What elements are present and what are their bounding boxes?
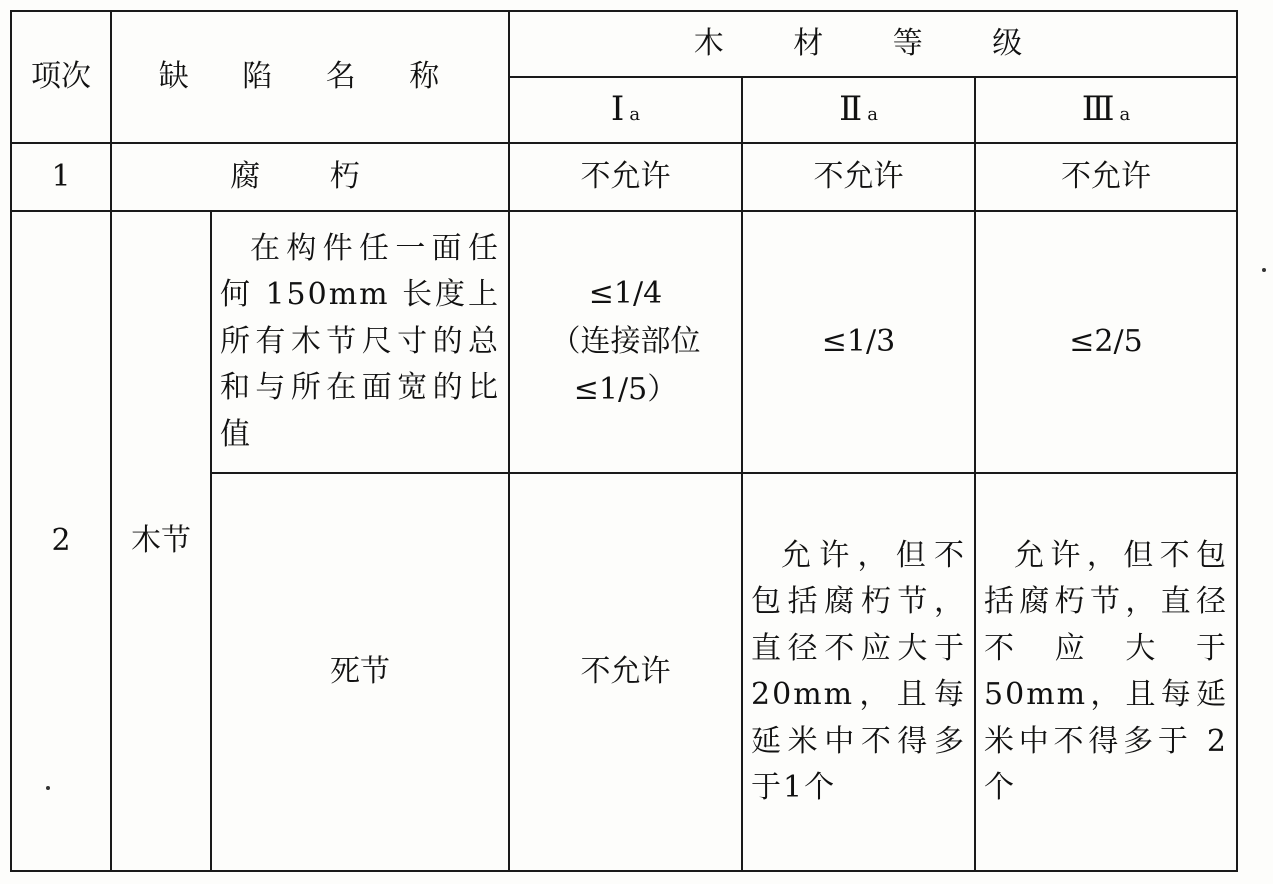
header-timber-grade: 木 材 等 级	[509, 11, 1237, 77]
row1-item-no: 1	[11, 143, 111, 211]
scan-speck	[46, 786, 50, 790]
row2-sub2-description: 死节	[211, 473, 509, 871]
grade-3-sub: a	[1119, 104, 1131, 126]
dead-knot-grade-2-text: 允许，但不包括腐朽节，直径不应大于20mm，且每延米中不得多于1个	[751, 537, 967, 805]
header-item-no: 项次	[11, 11, 111, 143]
row2-sub1-grade-1	[509, 211, 742, 473]
row2-sub2-grade-2	[742, 473, 975, 871]
header-grade-2	[742, 77, 975, 143]
row1-defect-name: 腐 朽	[111, 143, 509, 211]
row2-sub1-grade-2: ≤1/3	[742, 211, 975, 473]
grade-1-sub: a	[629, 104, 641, 126]
row2-sub2-grade-3	[975, 473, 1237, 871]
grade-1-line-1: ≤1/4	[588, 276, 663, 311]
row2-sub1-grade-3: ≤2/5	[975, 211, 1237, 473]
grade-1-line-2: （连接部位	[550, 324, 701, 359]
header-grade-3	[975, 77, 1237, 143]
row1-grade-2-value: 不允许	[742, 143, 975, 211]
header-defect-name: 缺 陷 名 称	[111, 11, 509, 143]
knot-ratio-description: 在构件任一面任何 150mm 长度上所有木节尺寸的总和与所在面宽的比值	[220, 230, 501, 452]
row2-category: 木节	[111, 211, 211, 871]
row2-sub1-description	[211, 211, 509, 473]
grade-2-roman: Ⅱ	[839, 89, 864, 130]
row1-grade-3-value: 不允许	[975, 143, 1237, 211]
row2-item-no: 2	[11, 211, 111, 871]
grade-2-sub: a	[867, 104, 878, 126]
grade-1-line-3: ≤1/5）	[573, 372, 678, 407]
grade-1-roman: Ⅰ	[610, 89, 626, 130]
row2-sub2-grade-1: 不允许	[509, 473, 742, 871]
scan-speck	[1262, 268, 1266, 272]
header-grade-1	[509, 77, 742, 143]
dead-knot-grade-3-text: 允许，但不包括腐朽节，直径不应大于 50mm，且每延米中不得多于 2 个	[984, 537, 1229, 805]
timber-grade-defect-table	[10, 10, 1238, 872]
row1-grade-1-value: 不允许	[509, 143, 742, 211]
grade-3-roman: Ⅲ	[1081, 89, 1116, 130]
